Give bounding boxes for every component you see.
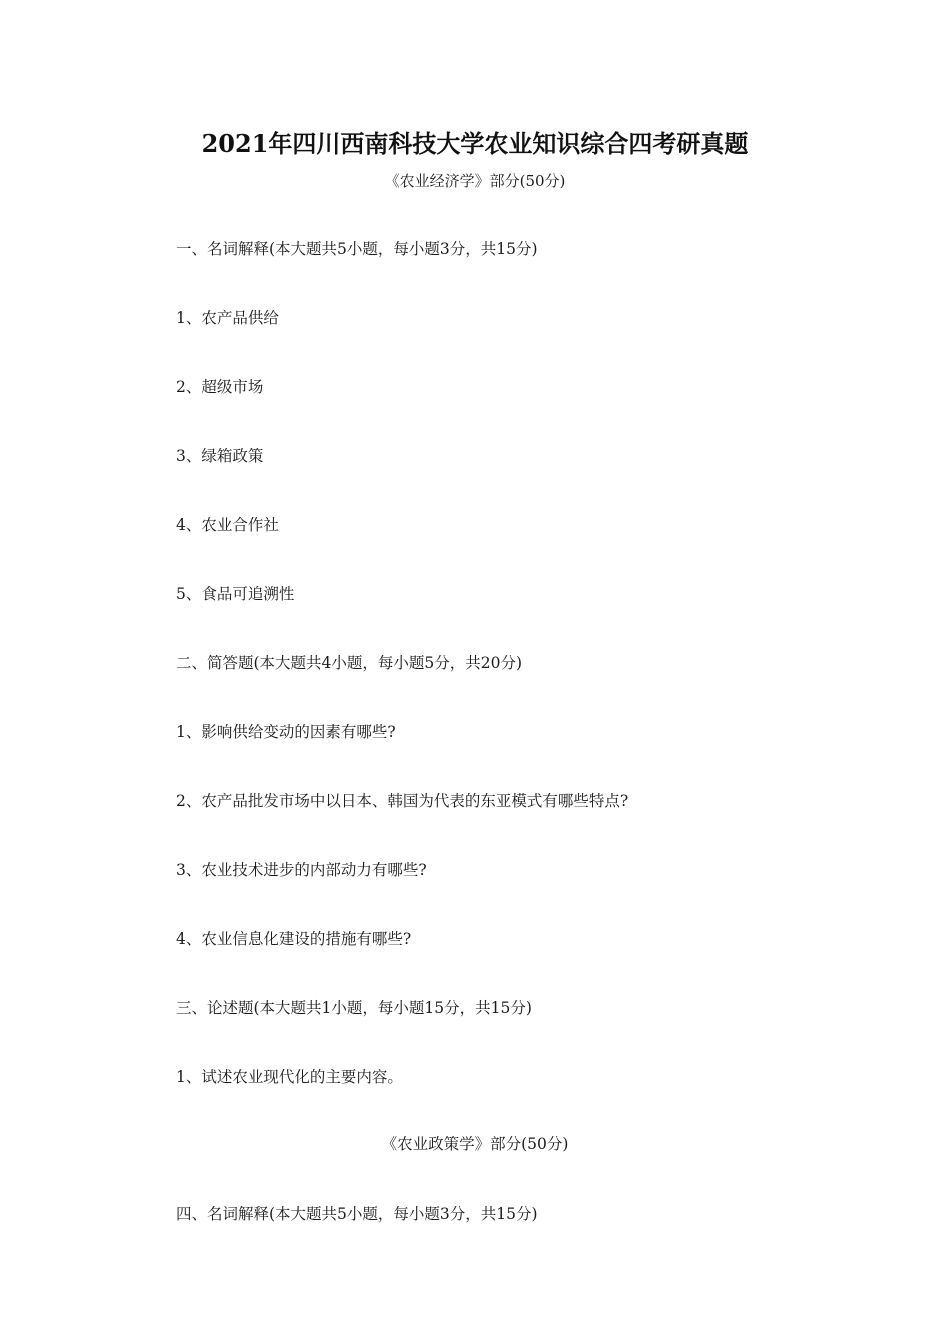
- section2-item-1: 1、影响供给变动的因素有哪些?: [176, 723, 396, 741]
- section2-item-3: 3、农业技术进步的内部动力有哪些?: [176, 861, 427, 879]
- section2-heading: 二、简答题(本大题共4小题，每小题5分，共20分): [176, 654, 523, 672]
- section1-item-2: 2、超级市场: [176, 378, 264, 396]
- part2-heading: 《农业政策学》部分(50分): [381, 1135, 569, 1153]
- section2-item-2: 2、农产品批发市场中以日本、韩国为代表的东亚模式有哪些特点?: [176, 792, 629, 810]
- section2-item-4: 4、农业信息化建设的措施有哪些?: [176, 930, 412, 948]
- section1-item-1: 1、农产品供给: [176, 309, 279, 327]
- section1-item-4: 4、农业合作社: [176, 516, 279, 534]
- section3-item-1: 1、试述农业现代化的主要内容。: [176, 1068, 403, 1086]
- page-title: 2021年四川西南科技大学农业知识综合四考研真题: [201, 129, 749, 158]
- section1-item-5: 5、食品可追溯性: [176, 585, 295, 603]
- section4-heading: 四、名词解释(本大题共5小题，每小题3分，共15分): [176, 1205, 538, 1223]
- section1-item-3: 3、绿箱政策: [176, 447, 264, 465]
- part1-heading: 《农业经济学》部分(50分): [384, 172, 566, 190]
- section3-heading: 三、论述题(本大题共1小题，每小题15分，共15分): [176, 999, 532, 1017]
- section1-heading: 一、名词解释(本大题共5小题，每小题3分，共15分): [176, 240, 538, 258]
